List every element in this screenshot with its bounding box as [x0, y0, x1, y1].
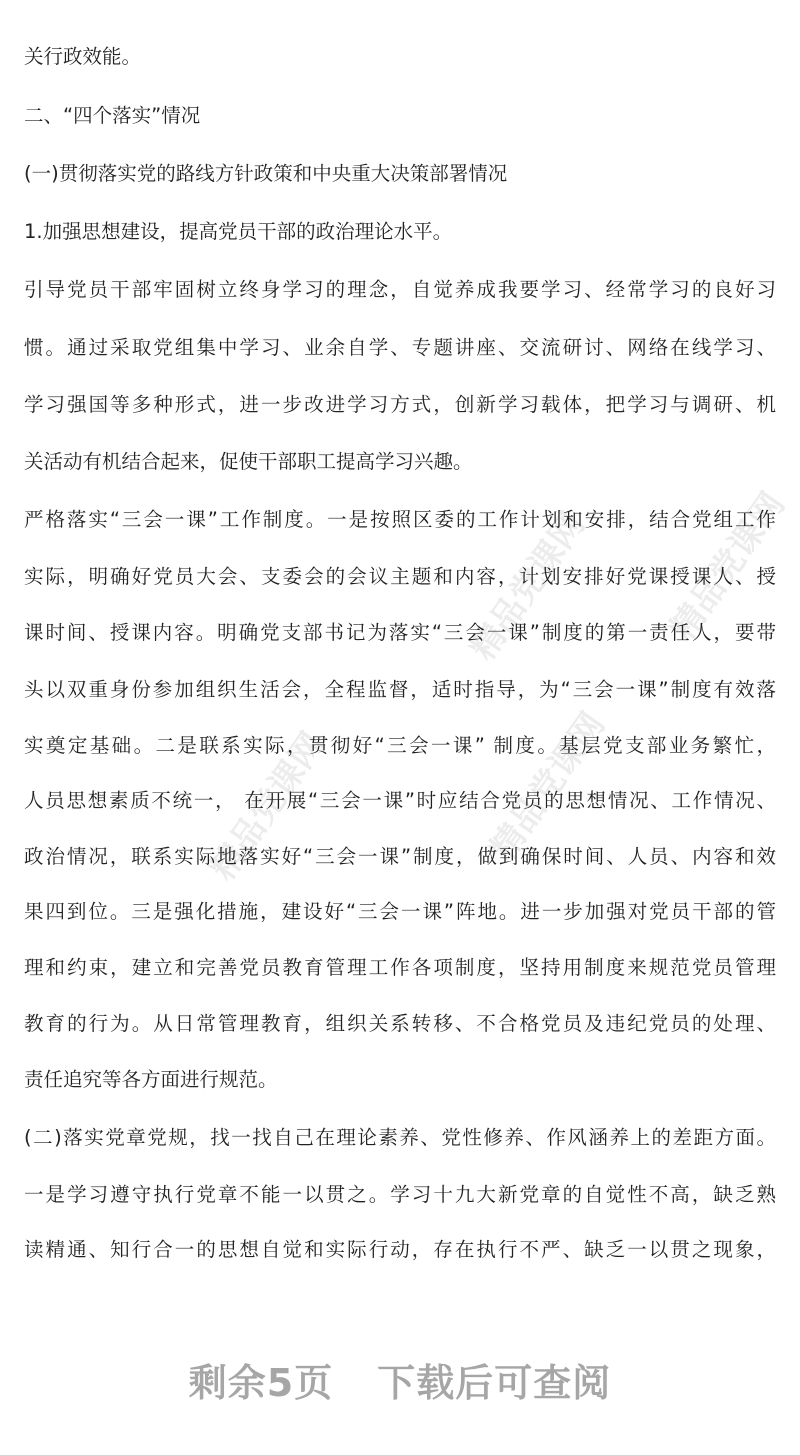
paragraph-line: 一是学习遵守执行党章不能一以贯之。学习十九大新党章的自觉性不高，缺乏熟: [24, 1183, 776, 1206]
watermark: 精品党课网: [462, 505, 594, 668]
paragraph-line: 人员思想素质不统一， 在开展“三会一课”时应结合党员的思想情况、工作情况、: [24, 789, 776, 812]
paragraph-line: 头以双重身份参加组织生活会，全程监督，适时指导，为“三会一课”制度有效落: [24, 678, 776, 701]
paragraph-line: 实际，明确好党员大会、支委会的会议主题和内容，计划安排好党课授课人、授: [24, 565, 776, 588]
item-heading: 1.加强思想建设，提高党员干部的政治理论水平。: [24, 220, 453, 243]
download-to-view-label[interactable]: 下载后可查阅: [377, 1361, 612, 1405]
paragraph-line: 读精通、知行合一的思想自觉和实际行动，存在执行不严、缺乏一以贯之现象，: [24, 1238, 776, 1261]
paragraph-line: 教育的行为。从日常管理教育，组织关系转移、不合格党员及违纪党员的处理、: [24, 1012, 776, 1035]
subsection-heading: (二)落实党章党规，找一找自己在理论素养、党性修养、作风涵养上的差距方面。: [24, 1126, 776, 1149]
remaining-pages-label: 剩余5页: [188, 1361, 334, 1405]
paragraph-line: 实奠定基础。二是联系实际，贯彻好“三会一课” 制度。基层党支部业务繁忙，: [24, 734, 776, 757]
paragraph-line: 关活动有机结合起来，促使干部职工提高学习兴趣。: [24, 450, 473, 473]
paragraph-line: 责任追究等各方面进行规范。: [24, 1068, 278, 1091]
paragraph-line: 课时间、授课内容。明确党支部书记为落实“三会一课”制度的第一责任人，要带: [24, 621, 776, 644]
paragraph-line: 关行政效能。: [24, 45, 142, 68]
paragraph-line: 惯。通过采取党组集中学习、业余自学、专题讲座、交流研讨、网络在线学习、: [24, 336, 776, 359]
paragraph-line: 引导党员干部牢固树立终身学习的理念，自觉养成我要学习、经常学习的良好习: [24, 278, 776, 301]
watermark: 精品党课网: [482, 705, 614, 868]
paragraph-line: 果四到位。三是强化措施，建设好“三会一课”阵地。进一步加强对党员干部的管: [24, 900, 776, 923]
watermark: 精品党课网: [662, 485, 794, 648]
paragraph-line: 严格落实“三会一课”工作制度。一是按照区委的工作计划和安排，结合党组工作: [24, 508, 776, 531]
subsection-heading: (一)贯彻落实党的路线方针政策和中央重大决策部署情况: [24, 162, 508, 185]
paragraph-line: 学习强国等多种形式，进一步改进学习方式，创新学习载体，把学习与调研、机: [24, 393, 776, 416]
paragraph-line: 理和约束，建立和完善党员教育管理工作各项制度，坚持用制度来规范党员管理: [24, 956, 776, 979]
section-heading: 二、“四个落实”情况: [24, 104, 201, 127]
download-prompt[interactable]: [0, 1352, 800, 1407]
watermark: 精品党课网: [202, 725, 334, 888]
paragraph-line: 政治情况，联系实际地落实好“三会一课”制度，做到确保时间、人员、内容和效: [24, 845, 776, 868]
